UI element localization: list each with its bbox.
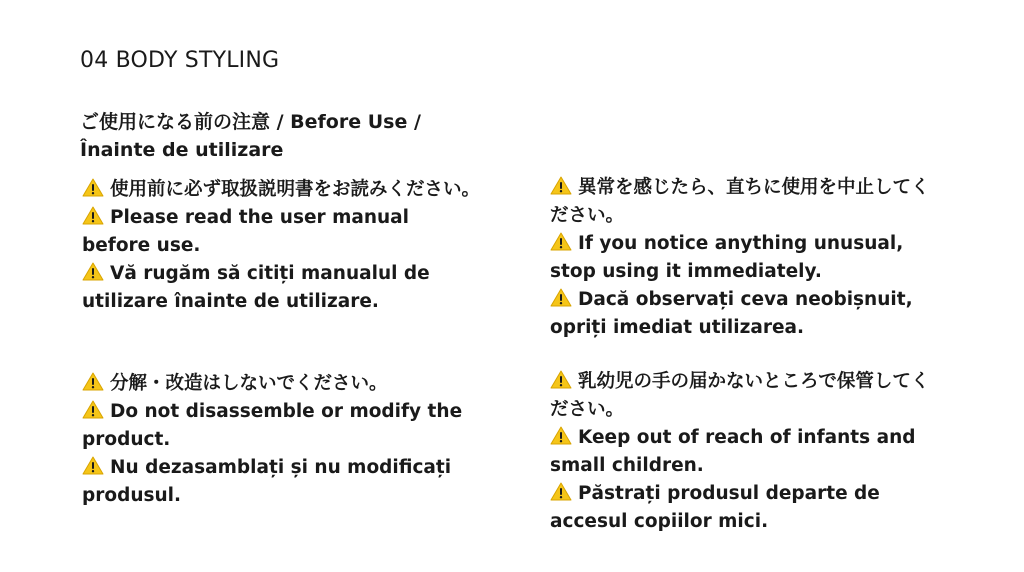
warning-text-ro: Păstrați produsul departe de accesul copiilor mici. (550, 483, 880, 532)
warning-line-ja (82, 176, 482, 204)
warning-text-en: If you notice anything unusual, stop using it immediately. (550, 233, 904, 282)
warning-line-ro (82, 454, 482, 510)
section-heading: ご使用になる前の注意 / Before Use / Înainte de utilizare (80, 111, 421, 161)
warning-text-en: Do not disassemble or modify the product. (82, 401, 463, 450)
warning-icon (550, 288, 572, 307)
warning-icon (550, 482, 572, 501)
warning-block-children (550, 368, 940, 536)
page-title: 04 BODY STYLING (80, 48, 280, 73)
warning-icon (82, 456, 104, 475)
warning-text-en: Keep out of reach of infants and small children. (550, 427, 916, 476)
warning-icon (550, 426, 572, 445)
warning-icon (550, 370, 572, 389)
warning-text-ro: Dacă observați ceva neobișnuit, opriți imediat utilizarea. (550, 289, 913, 338)
warning-icon (82, 178, 104, 197)
warning-icon (82, 206, 104, 225)
warning-line-en (82, 398, 482, 454)
warning-icon (82, 400, 104, 419)
warning-line-en (82, 204, 482, 260)
warning-line-ro (550, 480, 940, 536)
warning-block-unusual (550, 174, 940, 342)
warning-block-disassemble (82, 370, 482, 510)
warning-line-en (550, 230, 940, 286)
warning-line-ja (550, 368, 940, 424)
warning-icon (550, 176, 572, 195)
warning-line-ja (82, 370, 482, 398)
warning-text-ja: 分解・改造はしないでください。 (110, 373, 388, 394)
warning-line-ro (550, 286, 940, 342)
warning-icon (550, 232, 572, 251)
warning-line-en (550, 424, 940, 480)
warning-text-en: Please read the user manual before use. (82, 207, 409, 256)
warning-text-ja: 乳幼児の手の届かないところで保管してください。 (550, 371, 930, 420)
warning-line-ja (550, 174, 940, 230)
warning-text-ja: 使用前に必ず取扱説明書をお読みください。 (110, 179, 481, 200)
warning-line-ro (82, 260, 482, 316)
warning-block-manual (82, 176, 482, 316)
warning-text-ro: Nu dezasamblați și nu modificați produsul. (82, 457, 452, 506)
warning-icon (82, 372, 104, 391)
warning-text-ro: Vă rugăm să citiți manualul de utilizare înainte de utilizare. (82, 263, 430, 312)
warning-text-ja: 異常を感じたら、直ちに使用を中止してください。 (550, 177, 930, 226)
warning-icon (82, 262, 104, 281)
